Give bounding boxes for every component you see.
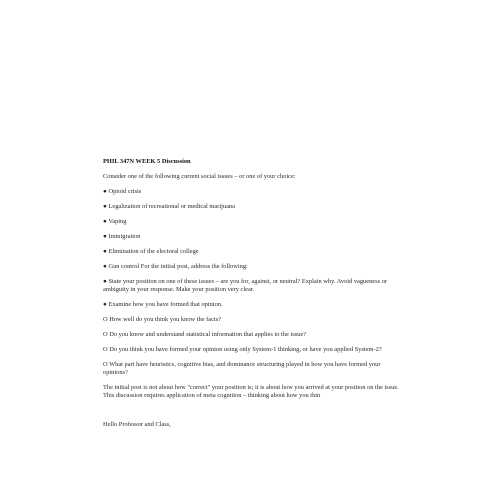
- document-title: PHIL 347N WEEK 5 Discussion: [103, 158, 191, 165]
- bullet-item: ● Gun control For the initial post, address the following:: [103, 263, 248, 270]
- bullet-item: ● Opioid crisis: [103, 188, 142, 195]
- bullet-item: ● Legalization of recreational or medical marijuana: [103, 203, 235, 210]
- sub-item: O Do you think you have formed your opinion using only System-1 thinking, or have you applied System-2?: [103, 346, 382, 353]
- greeting-line: Hello Professor and Class,: [103, 421, 171, 428]
- sub-item: O Do you know and understand statistical information that applies to the issue?: [103, 331, 307, 338]
- sub-item: O How well do you think you know the facts?: [103, 316, 222, 323]
- intro-paragraph: Consider one of the following current social issues – or one of your choice:: [103, 173, 296, 180]
- document-body: [103, 158, 399, 429]
- sub-item: O What part have heuristics, cognitive bias, and dominance structuring played in how you have formed your opinions?: [103, 361, 381, 376]
- bullet-item: ● State your position on one of these issues – are you for, against, or neutral? Explain why. Avoid vagueness or ambiguity in your response. Make your position very clear.: [103, 278, 388, 293]
- closing-paragraph: The initial post is not about how "correct" your position is; it is about how you arrived at your position on the issue. This discussion requires application of meta cognition – thinking about how you thin: [103, 384, 399, 399]
- bullet-item: ● Examine how you have formed that opinion.: [103, 301, 223, 308]
- bullet-item: ● Elimination of the electoral college: [103, 248, 199, 255]
- bullet-item: ● Vaping: [103, 218, 127, 225]
- bullet-item: ● Immigration: [103, 233, 141, 240]
